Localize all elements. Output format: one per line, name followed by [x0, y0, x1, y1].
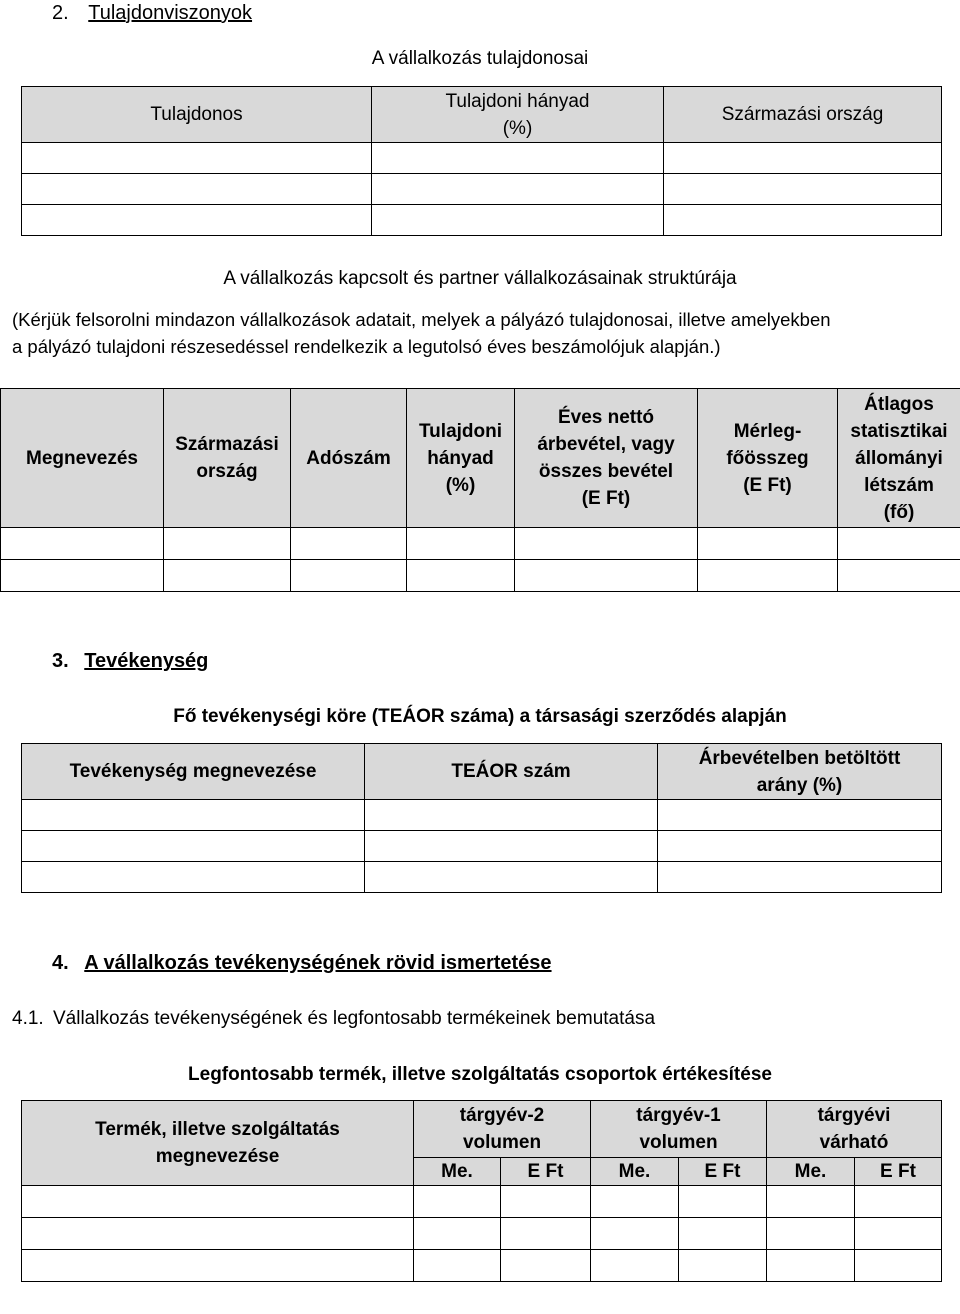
cell[interactable]	[855, 1218, 942, 1250]
header-owner: Tulajdonos	[22, 87, 372, 143]
products-table-caption: Legfontosabb termék, illetve szolgáltatás csoportok értékesítése	[188, 1064, 772, 1085]
cell[interactable]	[767, 1218, 855, 1250]
related-table	[0, 388, 960, 592]
related-title: A vállalkozás kapcsolt és partner vállalkozásainak struktúrája	[223, 268, 737, 289]
owners-table-caption: A vállalkozás tulajdonosai	[371, 48, 589, 69]
section-title: Tulajdonviszonyok	[88, 2, 253, 24]
section-number: 2.	[52, 2, 69, 24]
cell[interactable]	[22, 1250, 414, 1282]
cell[interactable]	[22, 1186, 414, 1218]
cell[interactable]	[22, 831, 365, 862]
cell[interactable]	[22, 143, 372, 174]
header-share: Tulajdoni hányad (%)	[372, 87, 664, 143]
cell[interactable]	[664, 143, 942, 174]
section-number: 3.	[52, 650, 69, 672]
header-teaor: TEÁOR szám	[365, 744, 658, 800]
header-unit: Me.	[767, 1158, 855, 1186]
cell[interactable]	[698, 560, 838, 592]
cell[interactable]	[164, 560, 291, 592]
cell[interactable]	[22, 1218, 414, 1250]
cell[interactable]	[855, 1250, 942, 1282]
cell[interactable]	[22, 205, 372, 236]
cell[interactable]	[679, 1186, 767, 1218]
cell[interactable]	[838, 560, 960, 592]
section-title: Tevékenység	[84, 650, 209, 672]
section-3-heading	[52, 648, 208, 674]
header-year-minus-2: tárgyév-2 volumen	[414, 1101, 591, 1158]
cell[interactable]	[22, 862, 365, 893]
table-row	[22, 143, 942, 174]
cell[interactable]	[698, 528, 838, 560]
table-row	[22, 862, 942, 893]
cell[interactable]	[515, 560, 698, 592]
cell[interactable]	[591, 1250, 679, 1282]
cell[interactable]	[365, 862, 658, 893]
cell[interactable]	[291, 560, 407, 592]
header-name: Megnevezés	[1, 389, 164, 528]
table-row	[1, 528, 960, 560]
cell[interactable]	[291, 528, 407, 560]
table-row	[22, 1250, 942, 1282]
subsection-number: 4.1.	[12, 1008, 44, 1029]
cell[interactable]	[591, 1218, 679, 1250]
cell[interactable]	[767, 1250, 855, 1282]
header-eft: E Ft	[679, 1158, 767, 1186]
cell[interactable]	[515, 528, 698, 560]
header-year-minus-1: tárgyév-1 volumen	[591, 1101, 767, 1158]
cell[interactable]	[838, 528, 960, 560]
header-product-name: Termék, illetve szolgáltatás megnevezése	[22, 1101, 414, 1186]
cell[interactable]	[664, 205, 942, 236]
cell[interactable]	[414, 1218, 501, 1250]
cell[interactable]	[664, 174, 942, 205]
header-origin-country: Származási ország	[164, 389, 291, 528]
header-headcount: Átlagos statisztikai állományi létszám (fő)	[838, 389, 960, 528]
cell[interactable]	[22, 174, 372, 205]
cell[interactable]	[658, 800, 942, 831]
cell[interactable]	[365, 831, 658, 862]
table-row	[1, 560, 960, 592]
cell[interactable]	[658, 862, 942, 893]
cell[interactable]	[372, 205, 664, 236]
cell[interactable]	[1, 560, 164, 592]
owners-table	[21, 86, 942, 236]
header-share: Tulajdoni hányad (%)	[407, 389, 515, 528]
header-origin-country: Származási ország	[664, 87, 942, 143]
table-row	[22, 205, 942, 236]
related-note: (Kérjük felsorolni mindazon vállalkozások adatait, melyek a pályázó tulajdonosai, illetve amelyekben a pályázó tulajdoni részesedéssel rendelkezik a legutolsó éves beszámolójuk alapján.)	[12, 309, 831, 357]
cell[interactable]	[407, 560, 515, 592]
cell[interactable]	[164, 528, 291, 560]
cell[interactable]	[22, 800, 365, 831]
section-2-heading	[52, 0, 252, 26]
header-activity-name: Tevékenység megnevezése	[22, 744, 365, 800]
cell[interactable]	[501, 1186, 591, 1218]
activity-table	[21, 743, 942, 893]
cell[interactable]	[414, 1186, 501, 1218]
cell[interactable]	[679, 1218, 767, 1250]
cell[interactable]	[372, 174, 664, 205]
cell[interactable]	[407, 528, 515, 560]
products-table	[21, 1100, 942, 1282]
table-row	[22, 174, 942, 205]
header-unit: Me.	[414, 1158, 501, 1186]
header-tax-number: Adószám	[291, 389, 407, 528]
table-row	[22, 831, 942, 862]
section-4-heading	[52, 950, 552, 976]
cell[interactable]	[501, 1218, 591, 1250]
cell[interactable]	[658, 831, 942, 862]
activity-table-caption: Fő tevékenységi köre (TEÁOR száma) a társasági szerződés alapján	[173, 706, 787, 727]
cell[interactable]	[679, 1250, 767, 1282]
header-unit: Me.	[591, 1158, 679, 1186]
subsection-4-1-heading	[12, 1006, 655, 1032]
cell[interactable]	[855, 1186, 942, 1218]
header-revenue: Éves nettó árbevétel, vagy összes bevétel (E Ft)	[515, 389, 698, 528]
section-number: 4.	[52, 952, 69, 974]
cell[interactable]	[501, 1250, 591, 1282]
cell[interactable]	[365, 800, 658, 831]
header-eft: E Ft	[501, 1158, 591, 1186]
section-title: A vállalkozás tevékenységének rövid ismertetése	[84, 952, 552, 974]
cell[interactable]	[372, 143, 664, 174]
header-eft: E Ft	[855, 1158, 942, 1186]
header-current-year: tárgyévi várható	[767, 1101, 942, 1158]
table-row	[22, 800, 942, 831]
header-balance-total: Mérleg- főösszeg (E Ft)	[698, 389, 838, 528]
table-row	[22, 1218, 942, 1250]
cell[interactable]	[591, 1186, 679, 1218]
cell[interactable]	[1, 528, 164, 560]
subsection-title: Vállalkozás tevékenységének és legfontosabb termékeinek bemutatása	[52, 1008, 656, 1029]
cell[interactable]	[767, 1186, 855, 1218]
header-revenue-ratio: Árbevételben betöltött arány (%)	[658, 744, 942, 800]
cell[interactable]	[414, 1250, 501, 1282]
table-row	[22, 1186, 942, 1218]
